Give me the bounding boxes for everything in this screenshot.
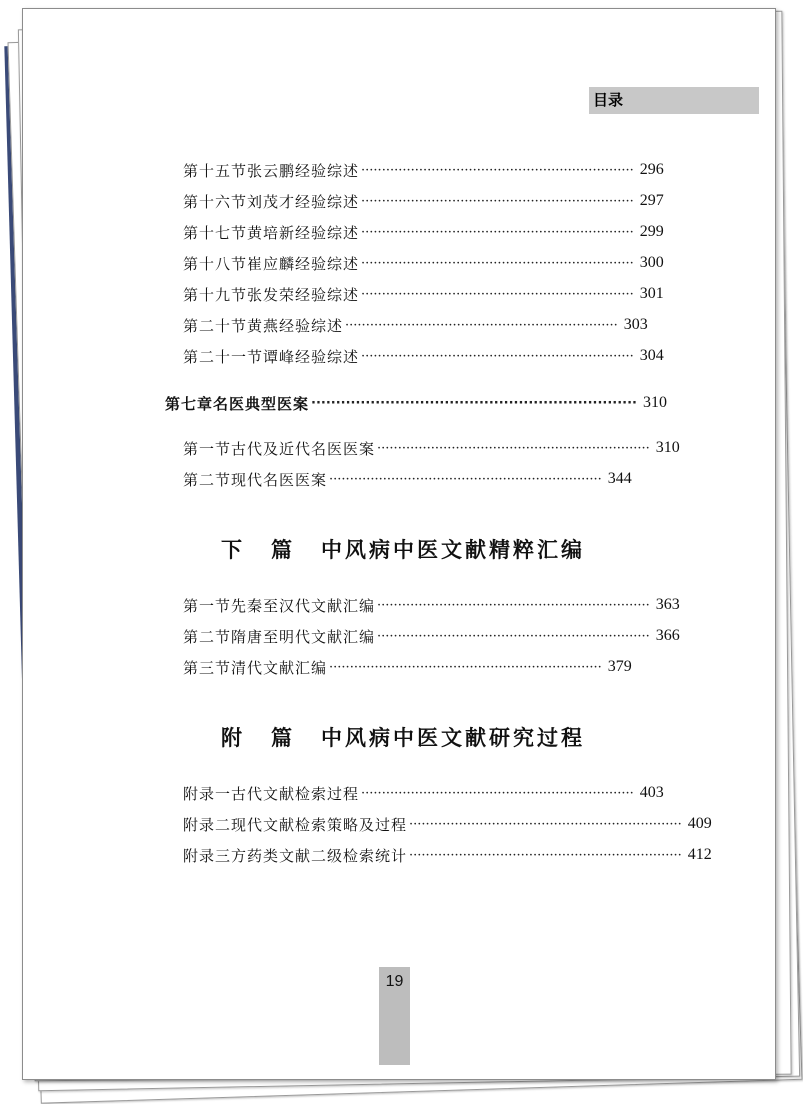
part-prefix: 附 — [221, 725, 245, 750]
section-title: 隋唐至明代文献汇编 — [231, 627, 376, 646]
leader-dots: ·································································· — [361, 785, 634, 801]
toc-entry — [183, 282, 664, 306]
page-ref: 403 — [639, 784, 664, 801]
section-label: 第一节 — [183, 596, 232, 615]
part-prefix: 下 — [221, 537, 245, 562]
appendix-title: 古代文献检索过程 — [231, 784, 360, 803]
section-label: 第一节 — [183, 439, 232, 458]
page-ref: 344 — [607, 470, 632, 487]
page-ref: 304 — [639, 347, 664, 364]
appendix-label: 附录二 — [183, 815, 232, 834]
chapter-label: 第七章 — [165, 394, 214, 413]
toc-entry — [183, 313, 648, 337]
toc-entry — [183, 593, 680, 617]
section-title: 张云鹏经验综述 — [247, 161, 360, 180]
page-ref: 297 — [639, 192, 664, 209]
leader-dots: ·································································· — [329, 659, 602, 675]
section-title: 崔应麟经验综述 — [247, 254, 360, 273]
chapter-entry — [165, 391, 667, 415]
leader-dots: ·································································· — [361, 286, 634, 302]
appendix-title: 现代文献检索策略及过程 — [231, 815, 408, 834]
section-label: 第十七节 — [183, 223, 248, 242]
part-word: 篇 — [271, 725, 295, 750]
leader-dots: ·································································· — [377, 628, 650, 644]
section-label: 第二节 — [183, 627, 232, 646]
appendix-label: 附录一 — [183, 784, 232, 803]
leader-dots: ·································································· — [409, 847, 682, 863]
leader-dots: ·································································· — [345, 317, 618, 333]
section-title: 黄培新经验综述 — [247, 223, 360, 242]
toc-entry — [183, 436, 680, 460]
page-ref: 300 — [639, 254, 664, 271]
toc-entry — [183, 467, 632, 491]
leader-dots: ·································································· — [361, 193, 634, 209]
section-title: 谭峰经验综述 — [263, 347, 360, 366]
page-ref: 310 — [655, 439, 680, 456]
page-ref: 363 — [655, 596, 680, 613]
toc-entry — [183, 220, 664, 244]
page-ref: 301 — [639, 285, 664, 302]
toc-entry — [183, 781, 664, 805]
page-ref: 366 — [655, 627, 680, 644]
section-label: 第十五节 — [183, 161, 248, 180]
part-word: 篇 — [271, 537, 295, 562]
toc-entry — [183, 344, 664, 368]
page-ref: 299 — [639, 223, 664, 240]
page-ref: 412 — [687, 846, 712, 863]
toc-entry — [183, 158, 664, 182]
section-label: 第三节 — [183, 658, 232, 677]
toc-entry — [183, 812, 712, 836]
toc-entry — [183, 189, 664, 213]
leader-dots: ·································································· — [361, 255, 634, 271]
section-label: 第十八节 — [183, 254, 248, 273]
toc-entry — [183, 655, 632, 679]
leader-dots: ·································································· — [329, 471, 602, 487]
chapter-title: 名医典型医案 — [213, 394, 310, 413]
section-title: 清代文献汇编 — [231, 658, 328, 677]
leader-dots: ·································································· — [361, 162, 634, 178]
leader-dots: ·································································· — [311, 395, 637, 411]
part-heading — [221, 722, 585, 752]
part-title: 中风病中医文献精粹汇编 — [321, 537, 585, 562]
page-ref: 379 — [607, 658, 632, 675]
leader-dots: ·································································· — [409, 816, 682, 832]
leader-dots: ·································································· — [377, 597, 650, 613]
toc-page — [22, 8, 776, 1080]
section-title: 现代名医医案 — [231, 470, 328, 489]
section-title: 刘茂才经验综述 — [247, 192, 360, 211]
page-ref: 310 — [642, 394, 667, 411]
section-label: 第二十节 — [183, 316, 248, 335]
running-header: 目录 — [589, 87, 759, 114]
page-ref: 296 — [639, 161, 664, 178]
page-number: 19 — [379, 967, 410, 1065]
leader-dots: ·································································· — [377, 440, 650, 456]
section-title: 张发荣经验综述 — [247, 285, 360, 304]
section-label: 第十九节 — [183, 285, 248, 304]
section-label: 第二节 — [183, 470, 232, 489]
leader-dots: ·································································· — [361, 348, 634, 364]
page-ref: 303 — [623, 316, 648, 333]
part-title: 中风病中医文献研究过程 — [321, 725, 585, 750]
section-title: 古代及近代名医医案 — [231, 439, 376, 458]
leader-dots: ·································································· — [361, 224, 634, 240]
page-ref: 409 — [687, 815, 712, 832]
appendix-title: 方药类文献二级检索统计 — [231, 846, 408, 865]
toc-entry — [183, 251, 664, 275]
section-label: 第十六节 — [183, 192, 248, 211]
part-heading — [221, 534, 585, 564]
section-label: 第二十一节 — [183, 347, 264, 366]
toc-entry — [183, 624, 680, 648]
section-title: 黄燕经验综述 — [247, 316, 344, 335]
appendix-label: 附录三 — [183, 846, 232, 865]
section-title: 先秦至汉代文献汇编 — [231, 596, 376, 615]
toc-entry — [183, 843, 712, 867]
